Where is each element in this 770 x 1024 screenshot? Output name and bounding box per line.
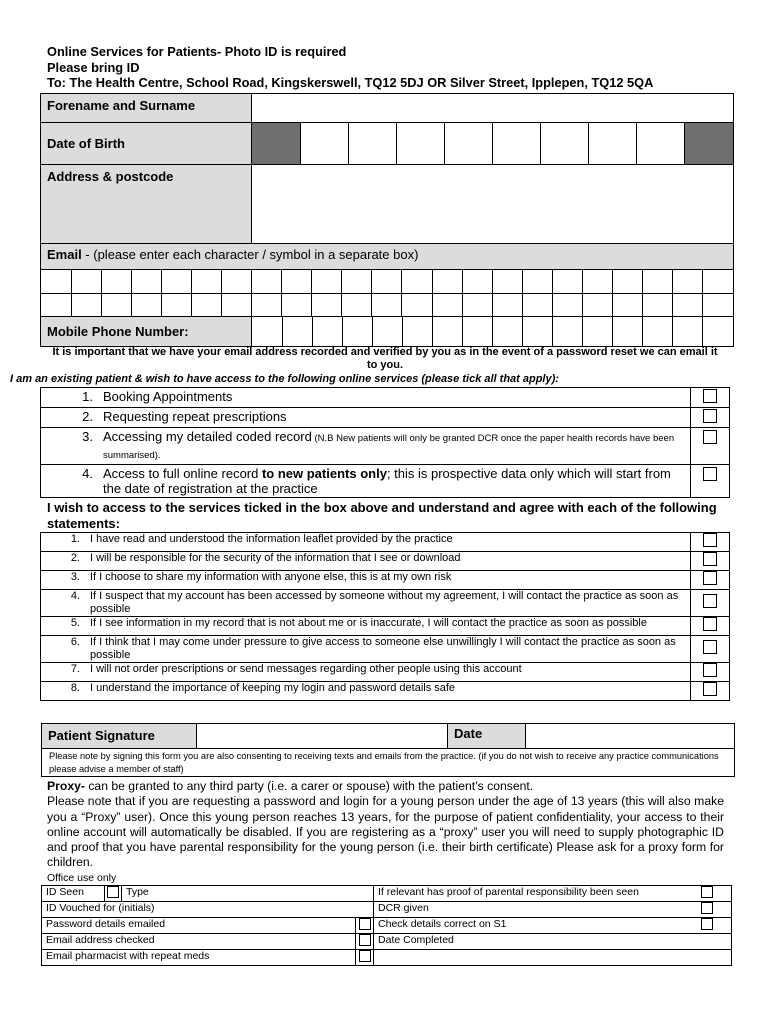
- mobile-digit-box[interactable]: [703, 317, 733, 346]
- dcr-given-checkbox[interactable]: [701, 902, 713, 914]
- signature-date-field[interactable]: [526, 724, 735, 749]
- email-character-box[interactable]: [131, 270, 161, 293]
- email-character-box[interactable]: [252, 270, 282, 293]
- email-character-box[interactable]: [342, 270, 372, 293]
- mobile-digit-box[interactable]: [462, 317, 492, 346]
- service-checkbox[interactable]: [703, 389, 717, 403]
- mobile-label: Mobile Phone Number:: [41, 317, 252, 347]
- statement-checkbox[interactable]: [703, 617, 717, 631]
- type-label: Type: [122, 886, 374, 902]
- proxy-paragraph: Please note that if you are requesting a password and login for a young person under the age of 13 years (this will also make you a “Proxy” user). Once this young person reaches 13 years, for the purpose of patient confidentiality, your access to their online account will automatically be disabled. If you are registering as a “proxy” user you will need to supply photographic ID and proof that you have parental responsibility for the young person (i.e. their birth certificate) Please ask for a proxy form for children.: [47, 794, 724, 870]
- mobile-digit-box[interactable]: [312, 317, 342, 346]
- email-character-box[interactable]: [402, 293, 432, 316]
- patient-signature-label: Patient Signature: [42, 724, 197, 749]
- email-character-box[interactable]: [462, 270, 492, 293]
- service-checkbox[interactable]: [703, 430, 717, 444]
- header-bring-id: Please bring ID: [47, 59, 140, 75]
- dob-digit[interactable]: [444, 123, 492, 164]
- email-character-box[interactable]: [101, 293, 131, 316]
- email-character-box[interactable]: [221, 293, 251, 316]
- consent-note: Please note by signing this form you are also consenting to receiving texts and emails from the practice. (if you do not wish to receive any practice communications please advise a member of staff): [42, 749, 735, 777]
- dob-digit[interactable]: [637, 123, 685, 164]
- email-pharmacist-checkbox[interactable]: [359, 950, 371, 962]
- email-character-box[interactable]: [552, 293, 582, 316]
- email-character-box[interactable]: [462, 293, 492, 316]
- email-label: Email - (please enter each character / symbol in a separate box): [41, 244, 734, 270]
- email-character-box[interactable]: [282, 293, 312, 316]
- email-character-box[interactable]: [282, 270, 312, 293]
- email-character-box[interactable]: [612, 270, 642, 293]
- service-repeat-prescriptions: Requesting repeat prescriptions: [99, 408, 691, 428]
- address-label: Address & postcode: [41, 165, 252, 244]
- mobile-digit-box[interactable]: [342, 317, 372, 346]
- email-character-box[interactable]: [673, 270, 703, 293]
- form-header: [47, 44, 653, 91]
- email-character-box[interactable]: [71, 293, 101, 316]
- email-checked-checkbox[interactable]: [359, 934, 371, 946]
- statements-heading: I wish to access to the services ticked in the box above and understand and agree with each of the following statements:: [47, 500, 717, 531]
- parental-responsibility-label: If relevant has proof of parental responsibility been seen: [374, 886, 684, 902]
- email-character-box[interactable]: [432, 293, 462, 316]
- date-completed-label: Date Completed: [374, 934, 732, 950]
- office-use-heading: Office use only: [47, 872, 117, 884]
- email-character-box[interactable]: [161, 293, 191, 316]
- email-character-box[interactable]: [71, 270, 101, 293]
- email-character-box[interactable]: [41, 293, 71, 316]
- header-title: Online Services for Patients- Photo ID is required: [47, 44, 347, 59]
- statement-checkbox[interactable]: [703, 533, 717, 547]
- email-character-box[interactable]: [643, 270, 673, 293]
- parental-checkbox[interactable]: [701, 886, 713, 898]
- email-character-box[interactable]: [402, 270, 432, 293]
- mobile-digit-box[interactable]: [613, 317, 643, 346]
- id-vouched-label: ID Vouched for (initials): [42, 902, 356, 918]
- mobile-digit-box[interactable]: [553, 317, 583, 346]
- email-character-box[interactable]: [522, 270, 552, 293]
- email-character-box[interactable]: [161, 270, 191, 293]
- email-character-box[interactable]: [372, 293, 402, 316]
- dcr-given-label: DCR given: [374, 902, 684, 918]
- statement-item: I will not order prescriptions or send messages regarding other people using this account: [86, 663, 691, 682]
- mobile-digit-box[interactable]: [493, 317, 523, 346]
- check-details-checkbox[interactable]: [701, 918, 713, 930]
- id-seen-label: ID Seen: [42, 886, 105, 902]
- email-pharmacist-label: Email pharmacist with repeat meds: [42, 950, 356, 966]
- email-character-box[interactable]: [643, 293, 673, 316]
- office-use-table: [41, 885, 732, 966]
- statement-item: I understand the importance of keeping my login and password details safe: [86, 682, 691, 701]
- date-label: Date: [448, 724, 526, 749]
- service-full-record: Access to full online record to new patients only; this is prospective data only which will start from the date of registration at the practice: [99, 465, 691, 498]
- mobile-digit-grid: [252, 317, 733, 346]
- email-character-box[interactable]: [552, 270, 582, 293]
- email-character-box[interactable]: [191, 270, 221, 293]
- email-character-box[interactable]: [131, 293, 161, 316]
- email-character-box[interactable]: [101, 270, 131, 293]
- service-checkbox[interactable]: [703, 467, 717, 481]
- dob-boxes: [252, 123, 733, 164]
- email-character-box[interactable]: [312, 270, 342, 293]
- address-field[interactable]: [252, 165, 734, 244]
- dob-digit[interactable]: [300, 123, 348, 164]
- service-booking-appointments: Booking Appointments: [99, 388, 691, 408]
- statement-checkbox[interactable]: [703, 682, 717, 696]
- statement-checkbox[interactable]: [703, 552, 717, 566]
- email-character-box[interactable]: [312, 293, 342, 316]
- statement-checkbox[interactable]: [703, 640, 717, 654]
- mobile-digit-box[interactable]: [432, 317, 462, 346]
- name-field[interactable]: [252, 94, 734, 123]
- header-address: To: The Health Centre, School Road, Kingskerswell, TQ12 5DJ OR Silver Street, Ipplepen, TQ12 5QA: [47, 75, 654, 90]
- email-character-box[interactable]: [673, 293, 703, 316]
- statement-item: I have read and understood the information leaflet provided by the practice: [86, 533, 691, 552]
- email-character-box[interactable]: [492, 293, 522, 316]
- mobile-digit-box[interactable]: [402, 317, 432, 346]
- statement-item: I will be responsible for the security of the information that I see or download: [86, 552, 691, 571]
- statement-item: If I suspect that my account has been accessed by someone without my agreement, I will contact the practice as soon as possible: [86, 590, 691, 617]
- email-character-box[interactable]: [252, 293, 282, 316]
- mobile-digit-box[interactable]: [282, 317, 312, 346]
- email-character-box[interactable]: [703, 293, 733, 316]
- email-character-box[interactable]: [492, 270, 522, 293]
- proxy-section: Proxy- can be granted to any third party (i.e. a carer or spouse) with the patient’s consent. Please note that if you are requesting a password and login for a young person under the age of 13 years (this will also make you a “Proxy” user). Once this young person reaches 13 years, for the purpose of patient confidentiality, your access to their online account will automatically be disabled. If you are registering as a “proxy” user you will need to supply photographic ID and proof that you have parental responsibility for the young person (i.e. their birth certificate) Please ask for a proxy form for children.: [47, 779, 724, 870]
- mobile-digit-box[interactable]: [252, 317, 282, 346]
- statement-item: If I think that I may come under pressure to give access to someone else unwillingly I will contact the practice as soon as possible: [86, 636, 691, 663]
- email-importance-note: It is important that we have your email address recorded and verified by you as in the event of a password reset we can email it to you.: [52, 346, 718, 371]
- email-character-box[interactable]: [41, 270, 71, 293]
- check-details-label: Check details correct on S1: [374, 918, 684, 934]
- name-label: Forename and Surname: [41, 94, 252, 123]
- statement-checkbox[interactable]: [703, 594, 717, 608]
- service-coded-record: Accessing my detailed coded record (N.B New patients will only be granted DCR once the paper health records have been summarised).: [99, 428, 691, 465]
- mobile-digit-box[interactable]: [372, 317, 402, 346]
- password-emailed-label: Password details emailed: [42, 918, 356, 934]
- dob-digit[interactable]: [396, 123, 444, 164]
- mobile-digit-box[interactable]: [583, 317, 613, 346]
- email-character-box[interactable]: [342, 293, 372, 316]
- personal-details-table: [40, 93, 734, 347]
- statement-item: If I choose to share my information with anyone else, this is at my own risk: [86, 571, 691, 590]
- dob-digit[interactable]: [348, 123, 396, 164]
- email-character-grid: [41, 270, 733, 316]
- mobile-digit-box[interactable]: [523, 317, 553, 346]
- email-character-box[interactable]: [612, 293, 642, 316]
- email-checked-label: Email address checked: [42, 934, 356, 950]
- email-character-box[interactable]: [582, 293, 612, 316]
- statement-item: If I see information in my record that is not about me or is inaccurate, I will contact the practice as soon as possible: [86, 617, 691, 636]
- email-character-box[interactable]: [191, 293, 221, 316]
- service-checkbox[interactable]: [703, 409, 717, 423]
- dob-digit[interactable]: [492, 123, 540, 164]
- id-seen-checkbox[interactable]: [107, 886, 119, 898]
- email-character-box[interactable]: [432, 270, 462, 293]
- dob-digit[interactable]: [589, 123, 637, 164]
- services-table: 1. Booking Appointments 2. Requesting repeat prescriptions 3. Accessing my detailed coded record (N.B New patients will only be granted DCR once the paper health records have been summarised). 4. Access to full online record to new patients only; this is prospective data only which will start from the date of registration at the practice: [40, 387, 730, 498]
- mobile-digit-box[interactable]: [643, 317, 673, 346]
- services-heading: I am an existing patient & wish to have access to the following online services (please tick all that apply):: [10, 373, 559, 385]
- patient-signature-field[interactable]: [197, 724, 448, 749]
- email-character-box[interactable]: [221, 270, 251, 293]
- email-character-box[interactable]: [372, 270, 402, 293]
- signature-table: [41, 723, 735, 777]
- email-character-box[interactable]: [522, 293, 552, 316]
- dob-digit[interactable]: [541, 123, 589, 164]
- password-emailed-checkbox[interactable]: [359, 918, 371, 930]
- date-completed-field[interactable]: [374, 950, 732, 966]
- email-character-box[interactable]: [703, 270, 733, 293]
- statement-checkbox[interactable]: [703, 571, 717, 585]
- mobile-digit-box[interactable]: [673, 317, 703, 346]
- dob-label: Date of Birth: [41, 123, 252, 165]
- statement-checkbox[interactable]: [703, 663, 717, 677]
- email-character-box[interactable]: [582, 270, 612, 293]
- statements-table: 1. I have read and understood the information leaflet provided by the practice 2. I will be responsible for the security of the information that I see or download 3. If I choose to share my information with anyone else, this is at my own risk 4. If I suspect that my account has been accessed by someone without my agreement, I will contact the practice as soon as possible 5. If I see information in my record that is not about me or is inaccurate, I will contact the practice as soon as possible 6. If I think that I may come under pressure to give access to someone else unwillingly I will contact the practice as soon as possible 7. I will not order prescriptions or send messages regarding other people using this account 8. I understand the importance of keeping my login and password details safe: [40, 532, 730, 701]
